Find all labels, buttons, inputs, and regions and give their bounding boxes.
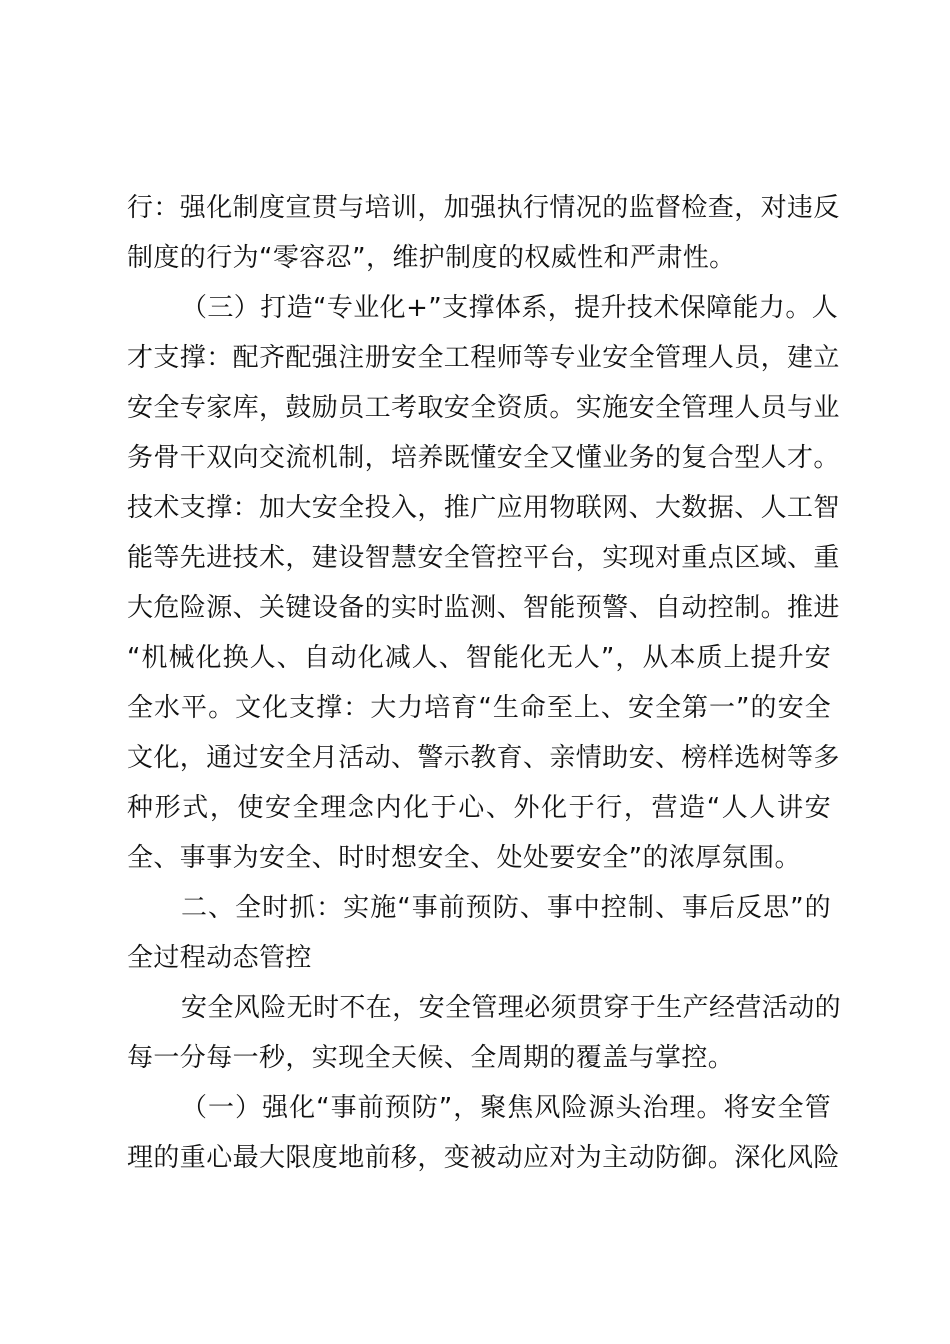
text-line: 全过程动态管控 <box>127 943 312 973</box>
text-line: 安全风险无时不在，安全管理必须贯穿于生产经营活动的 <box>181 993 842 1023</box>
text-line: 文化，通过安全月活动、警示教育、亲情助安、榜样选树等多 <box>127 743 840 773</box>
text-line: 制度的行为“零容忍”，维护制度的权威性和严肃性。 <box>127 243 736 273</box>
text-line: 行：强化制度宣贯与培训，加强执行情况的监督检查，对违反 <box>127 193 840 223</box>
text-line: 二、全时抓：实施“事前预防、事中控制、事后反思”的 <box>181 893 831 923</box>
text-line: 技术支撑：加大安全投入，推广应用物联网、大数据、人工智 <box>127 493 840 523</box>
text-line: （三）打造“专业化+”支撑体系，提升技术保障能力。人 <box>181 293 839 323</box>
text-line: 安全专家库，鼓励员工考取安全资质。实施安全管理人员与业 <box>127 393 840 423</box>
paragraph-support-system <box>127 283 840 883</box>
text-line: “机械化换人、自动化减人、智能化无人”，从本质上提升安 <box>127 643 831 673</box>
text-line: 每一分每一秒，实现全天候、全周期的覆盖与掌控。 <box>127 1043 735 1073</box>
text-line: 理的重心最大限度地前移，变被动应对为主动防御。深化风险 <box>127 1143 840 1173</box>
text-line: 务骨干双向交流机制，培养既懂安全又懂业务的复合型人才。 <box>127 443 840 473</box>
document-page <box>127 183 842 1183</box>
text-line: （一）强化“事前预防”，聚焦风险源头治理。将安全管 <box>181 1093 831 1123</box>
paragraph-continuation <box>127 183 840 283</box>
text-line: 大危险源、关键设备的实时监测、智能预警、自动控制。推进 <box>127 593 840 623</box>
text-line: 种形式，使安全理念内化于心、外化于行，营造“人人讲安 <box>127 793 831 823</box>
text-line: 全、事事为安全、时时想安全、处处要安全”的浓厚氛围。 <box>127 843 801 873</box>
text-line: 全水平。文化支撑：大力培育“生命至上、安全第一”的安全 <box>127 693 831 723</box>
section-heading <box>127 883 831 983</box>
paragraph-prevention <box>127 1083 840 1183</box>
paragraph-intro <box>127 983 842 1083</box>
text-line: 才支撑：配齐配强注册安全工程师等专业安全管理人员，建立 <box>127 343 840 373</box>
text-line: 能等先进技术，建设智慧安全管控平台，实现对重点区域、重 <box>127 543 840 573</box>
